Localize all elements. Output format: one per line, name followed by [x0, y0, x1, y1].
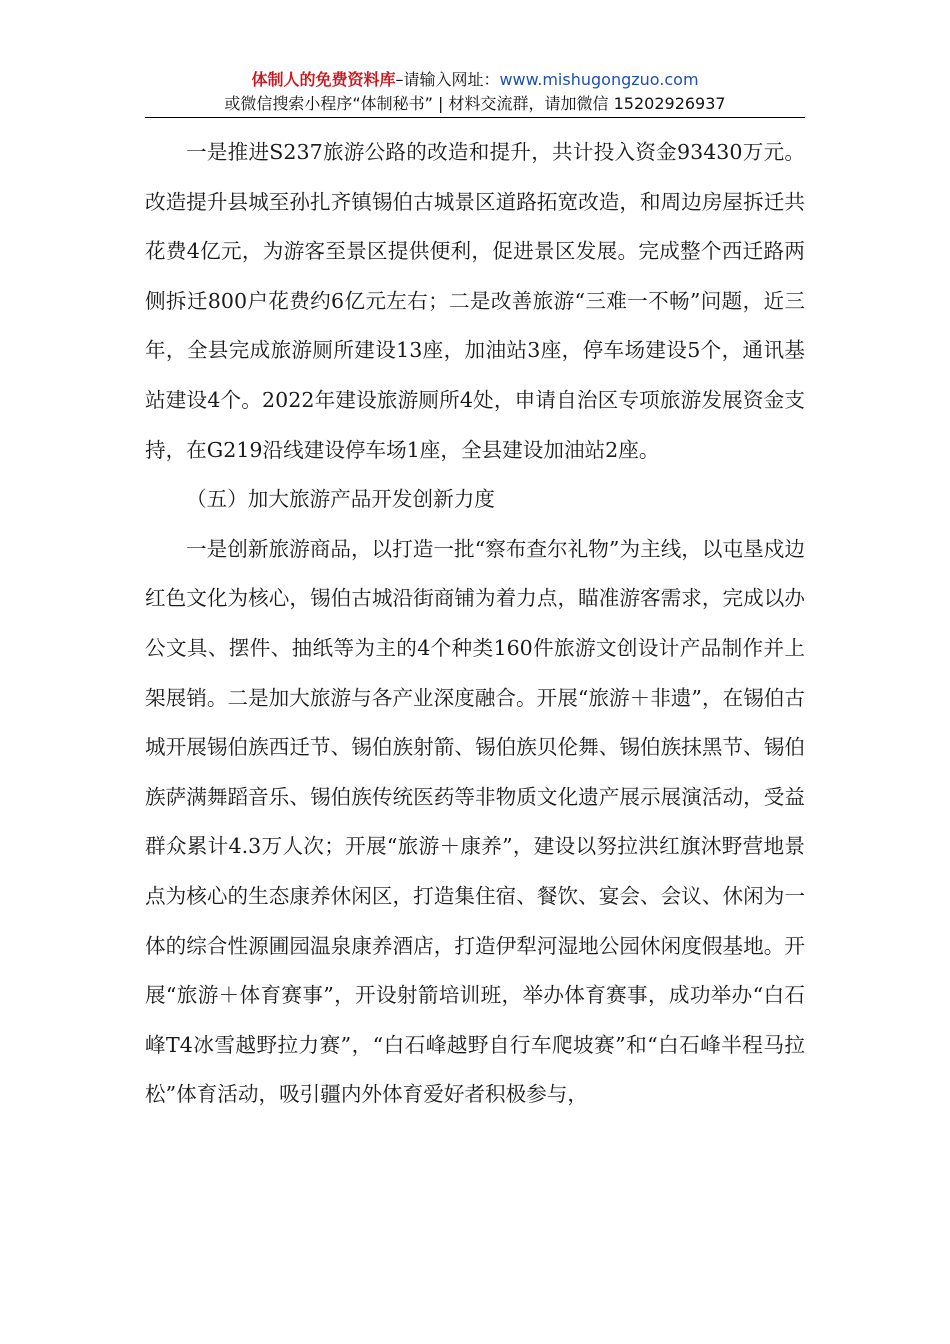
header-line-1 [145, 68, 805, 92]
header-url-link[interactable]: www.mishugongzuo.com [499, 70, 699, 89]
header-line-2: 或微信搜索小程序“体制秘书” | 材料交流群，请加微信 15202926937 [224, 94, 726, 113]
section-heading-5: （五）加大旅游产品开发创新力度 [186, 487, 495, 512]
header-divider [145, 117, 805, 118]
header-url-prompt: –请输入网址： [395, 70, 500, 89]
page-header [145, 68, 805, 116]
document-body [145, 128, 805, 1120]
paragraph-infrastructure: 一是推进S237旅游公路的改造和提升，共计投入资金93430万元。改造提升县城至孙扎齐镇锡伯古城景区道路拓宽改造，和周边房屋拆迁共花费4亿元，为游客至景区提供便利，促进景区发展。完成整个西迁路两侧拆迁800户花费约6亿元左右；二是改善旅游“三难一不畅”问题，近三年，全县完成旅游厕所建设13座，加油站3座，停车场建设5个，通讯基站建设4个。2022年建设旅游厕所4处，申请自治区专项旅游发展资金支持，在G219沿线建设停车场1座，全县建设加油站2座。 [145, 140, 805, 462]
header-brand: 体制人的免费资料库 [251, 70, 396, 89]
paragraph-product-innovation: 一是创新旅游商品，以打造一批“察布查尔礼物”为主线，以屯垦戍边红色文化为核心，锡伯古城沿街商铺为着力点，瞄准游客需求，完成以办公文具、摆件、抽纸等为主的4个种类160件旅游文创设计产品制作并上架展销。二是加大旅游与各产业深度融合。开展“旅游＋非遗”，在锡伯古城开展锡伯族西迁节、锡伯族射箭、锡伯族贝伦舞、锡伯族抹黑节、锡伯族萨满舞蹈音乐、锡伯族传统医药等非物质文化遗产展示展演活动，受益群众累计4.3万人次；开展“旅游＋康养”，建设以努拉洪红旗沐野营地景点为核心的生态康养休闲区，打造集住宿、餐饮、宴会、会议、休闲为一体的综合性源圃园温泉康养酒店，打造伊犁河湿地公园休闲度假基地。开展“旅游＋体育赛事”，开设射箭培训班，举办体育赛事，成功举办“白石峰T4冰雪越野拉力赛”，“白石峰越野自行车爬坡赛”和“白石峰半程马拉松”体育活动，吸引疆内外体育爱好者积极参与， [145, 536, 805, 1107]
